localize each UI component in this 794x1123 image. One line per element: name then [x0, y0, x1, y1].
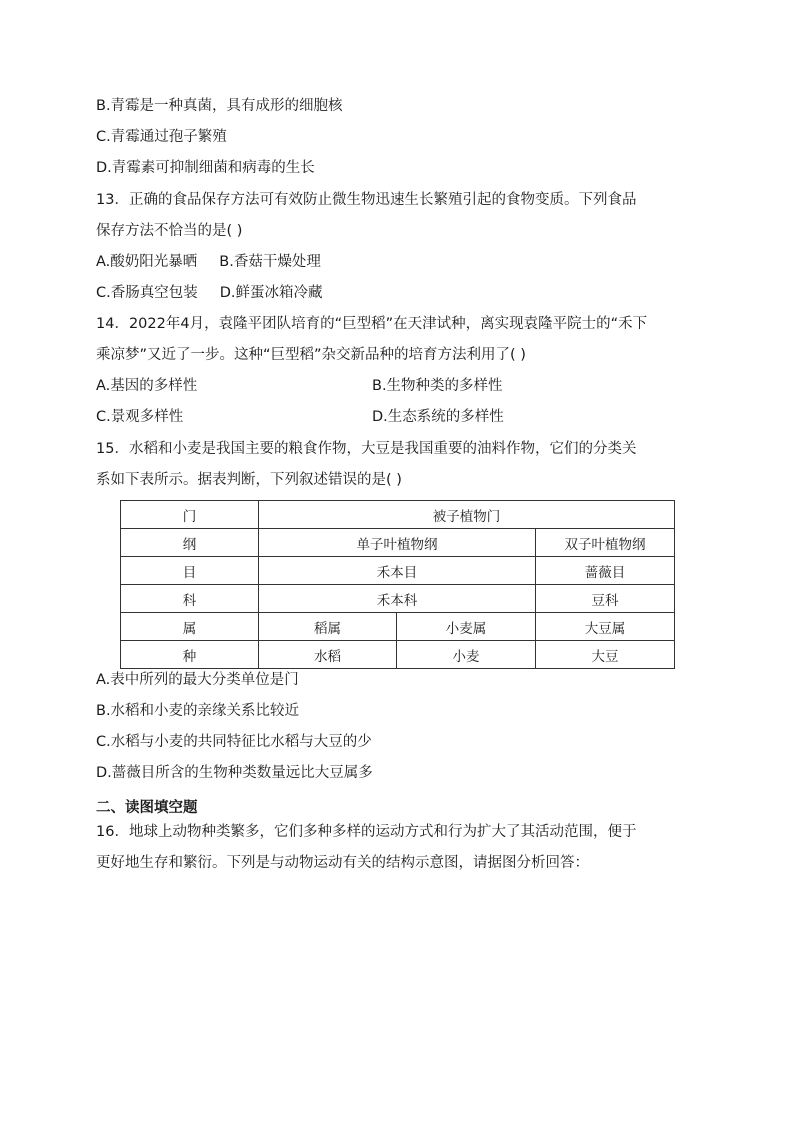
q13-option-d: D.鲜蛋冰箱冷藏	[219, 285, 323, 301]
table-cell: 门	[121, 501, 259, 529]
table-row	[121, 641, 675, 669]
q13-stem-line1: 13．正确的食品保存方法可有效防止微生物迅速生长繁殖引起的食物变质。下列食品	[96, 192, 637, 208]
q13-option-c: C.香肠真空包装	[96, 285, 198, 301]
q14-option-c: C.景观多样性	[96, 409, 184, 425]
q13-option-a: A.酸奶阳光暴晒	[96, 254, 198, 270]
q14-stem-line1: 14．2022年4月，袁隆平团队培育的“巨型稻”在天津试种，离实现袁隆平院士的“禾下	[96, 316, 648, 332]
table-cell: 属	[121, 613, 259, 641]
q15-option-c: C.水稻与小麦的共同特征比水稻与大豆的少	[96, 734, 372, 750]
q15-stem-line2: 系如下表所示。据表判断，下列叙述错误的是( )	[96, 472, 402, 488]
table-cell: 小麦属	[397, 613, 536, 641]
table-cell: 科	[121, 585, 259, 613]
table-cell: 种	[121, 641, 259, 669]
table-row	[121, 529, 675, 557]
table-cell: 蔷薇目	[536, 557, 675, 585]
classification-table	[120, 500, 675, 669]
q12-option-d: D.青霉素可抑制细菌和病毒的生长	[96, 160, 315, 176]
table-cell: 单子叶植物纲	[259, 529, 536, 557]
q13-option-b: B.香菇干燥处理	[219, 254, 321, 270]
q15-stem-line1: 15．水稻和小麦是我国主要的粮食作物，大豆是我国重要的油料作物，它们的分类关	[96, 441, 637, 457]
q16-stem-line2: 更好地生存和繁衍。下列是与动物运动有关的结构示意图，请据图分析回答：	[96, 855, 589, 871]
table-row	[121, 501, 675, 529]
q14-option-b: B.生物种类的多样性	[372, 378, 503, 394]
table-cell: 双子叶植物纲	[536, 529, 675, 557]
q13-stem-line2: 保存方法不恰当的是( )	[96, 223, 243, 239]
table-cell: 大豆属	[536, 613, 675, 641]
q14-stem-line2: 乘凉梦”又近了一步。这种“巨型稻”杂交新品种的培育方法利用了( )	[96, 347, 526, 363]
table-cell: 被子植物门	[259, 501, 675, 529]
table-cell: 大豆	[536, 641, 675, 669]
q15-option-a: A.表中所列的最大分类单位是门	[96, 672, 299, 688]
table-row	[121, 585, 675, 613]
q14-option-a: A.基因的多样性	[96, 378, 198, 394]
table-cell: 禾本科	[259, 585, 536, 613]
table-cell: 豆科	[536, 585, 675, 613]
q15-option-d: D.蔷薇目所含的生物种类数量远比大豆属多	[96, 765, 373, 781]
table-cell: 禾本目	[259, 557, 536, 585]
q12-option-b: B.青霉是一种真菌，具有成形的细胞核	[96, 98, 343, 114]
table-row	[121, 557, 675, 585]
section-heading: 二、读图填空题	[96, 800, 198, 816]
q13-options-row2	[96, 283, 323, 303]
table-cell: 稻属	[259, 613, 397, 641]
q14-option-d: D.生态系统的多样性	[372, 409, 504, 425]
table-cell: 小麦	[397, 641, 536, 669]
q12-option-c: C.青霉通过孢子繁殖	[96, 129, 227, 145]
table-cell: 水稻	[259, 641, 397, 669]
table-cell: 目	[121, 557, 259, 585]
q15-option-b: B.水稻和小麦的亲缘关系比较近	[96, 703, 300, 719]
table-row	[121, 613, 675, 641]
table-cell: 纲	[121, 529, 259, 557]
q13-options-row1	[96, 252, 321, 272]
q16-stem-line1: 16．地球上动物种类繁多，它们多种多样的运动方式和行为扩大了其活动范围，便于	[96, 824, 637, 840]
